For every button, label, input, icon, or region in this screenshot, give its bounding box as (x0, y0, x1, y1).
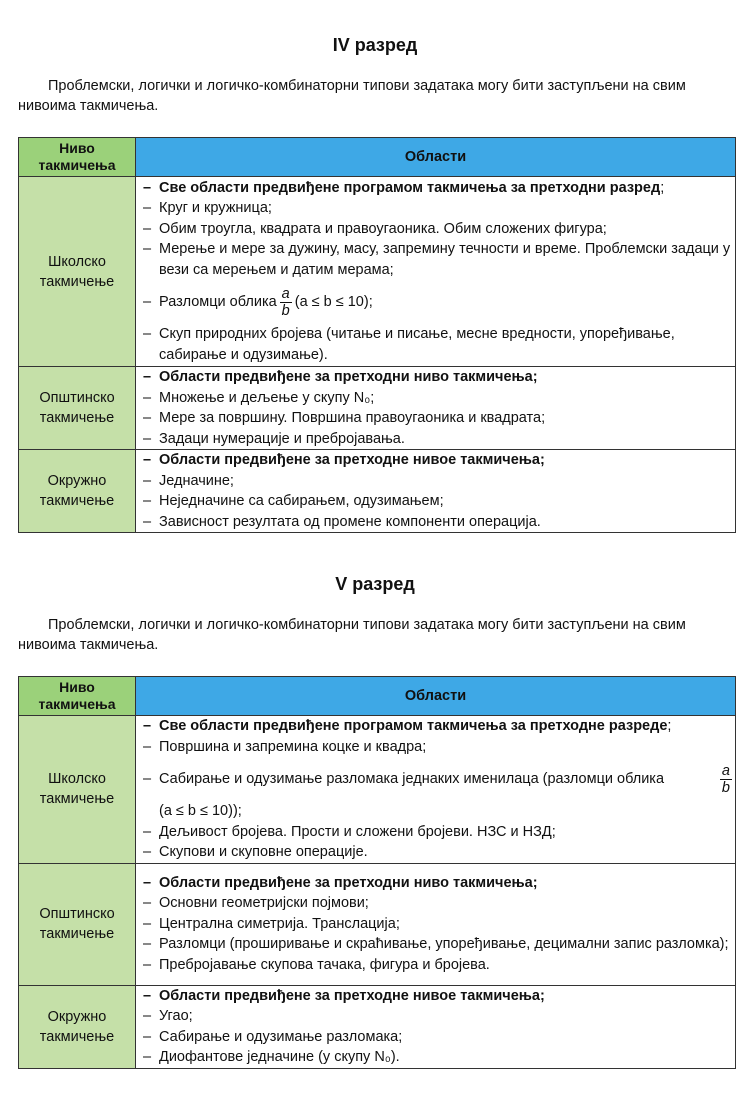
list-item: – Дељивост бројева. Прости и сложени бројеви. НЗС и НЗД; (136, 822, 735, 843)
level-header (19, 138, 136, 177)
list-item: – Скуп природних бројева (читање и писање, месне вредности, упоређивање, сабирање и одузимање). (136, 324, 735, 365)
level-district (19, 450, 136, 533)
grade4-intro-block (0, 76, 750, 116)
list-item (136, 716, 735, 737)
list-item: – Круг и кружница; (136, 198, 735, 219)
list-item (136, 757, 735, 801)
list-item: – Пребројавање скупова тачака, фигура и бројева. (136, 955, 735, 976)
areas-district (136, 985, 736, 1068)
level-district-label: Окружно такмичење (39, 1008, 115, 1045)
level-district (19, 985, 136, 1068)
list-item: – Једначине; (136, 471, 735, 492)
list-item: – Зависност резултата од промене компоненти операција. (136, 512, 735, 533)
areas-header-label: Области (404, 149, 467, 165)
list-item: – Мерење и мере за дужину, масу, запремину течности и време. Проблемски задаци у вези са мерењем и датим мерама; (136, 239, 735, 280)
areas-municipal (136, 367, 736, 450)
grade5-section (0, 573, 750, 595)
fraction-denominator: b (281, 302, 290, 319)
list-item: – Области предвиђене за претходне нивое такмичења; (136, 986, 735, 1007)
fraction-numerator: a (281, 285, 290, 302)
grade5-title: V разред (335, 574, 415, 594)
grade4-intro: Проблемски, логички и логичко-комбинаторни типови задатака могу бити заступљени на свим нивоима такмичења. (18, 78, 686, 114)
grade5-table (18, 676, 736, 1069)
list-item: – Централна симетрија. Транслација; (136, 914, 735, 935)
list-item: – Множење и дељење у скупу N₀; (136, 388, 735, 409)
areas-municipal (136, 863, 736, 985)
list-item: – Сабирање и одузимање разломака; (136, 1027, 735, 1048)
level-municipal (19, 863, 136, 985)
grade5-intro-block (0, 615, 750, 655)
areas-school (136, 716, 736, 864)
grade4-table (18, 137, 736, 533)
list-item: – Области предвиђене за претходни ниво такмичења; (136, 367, 735, 388)
list-item (136, 178, 735, 199)
list-item (136, 280, 735, 324)
level-header (19, 677, 136, 716)
list-item: – Основни геометријски појмови; (136, 893, 735, 914)
list-item: – Диофантове једначине (у скупу N₀). (136, 1047, 735, 1068)
level-header-label: Ниво такмичења (38, 679, 116, 712)
grade5-intro: Проблемски, логички и логичко-комбинаторни типови задатака могу бити заступљени на свим нивоима такмичења. (18, 617, 686, 653)
list-item: – Неједначине са сабирањем, одузимањем; (136, 491, 735, 512)
list-item: – Мере за површину. Површина правоугаоника и квадрата; (136, 408, 735, 429)
list-item-text: – Сабирање и одузимање разломака једнаких именилаца (разломци облика (159, 770, 665, 787)
list-item-continued: (a ≤ b ≤ 10)); (159, 803, 242, 819)
grade4-section (0, 34, 750, 56)
list-item: – Области предвиђене за претходни ниво такмичења; (136, 873, 735, 894)
fraction-numerator: a (721, 762, 730, 779)
grade4-title: IV разред (332, 35, 418, 55)
fraction-denominator: b (721, 779, 730, 796)
list-item-text: – Разломци облика (159, 294, 277, 310)
areas-header (136, 677, 736, 716)
list-item: – Угао; (136, 1006, 735, 1027)
list-item: – Задаци нумерације и пребројавања. (136, 429, 735, 450)
level-school-label: Школско такмичење (39, 253, 115, 290)
level-header-label: Ниво такмичења (38, 140, 116, 173)
level-municipal-label: Општинско такмичење (39, 390, 115, 426)
areas-header-label: Области (404, 688, 467, 704)
list-item: – Површина и запремина коцке и квадра; (136, 737, 735, 758)
list-item-punct: ; (667, 718, 672, 734)
fraction (720, 763, 732, 796)
list-item: – Скупови и скуповне операције. (136, 842, 735, 863)
fraction (280, 286, 292, 319)
level-district-label: Окружно такмичење (39, 473, 115, 509)
list-item-text: (a ≤ b ≤ 10); (294, 294, 373, 310)
level-school (19, 716, 136, 864)
list-item: – Разломци (проширивање и скраћивање, упоређивање, децимални запис разломка); (136, 934, 735, 955)
list-item-punct: ; (660, 179, 665, 196)
areas-district (136, 450, 736, 533)
areas-header (136, 138, 736, 177)
level-municipal-label: Општинско такмичење (39, 906, 115, 942)
level-municipal (19, 367, 136, 450)
list-item: – Обим троугла, квадрата и правоугаоника. Обим сложених фигура; (136, 219, 735, 240)
level-school (19, 177, 136, 367)
list-item: – Области предвиђене за претходне нивое такмичења; (136, 450, 735, 471)
level-school-label: Школско такмичење (39, 771, 115, 808)
areas-school (136, 177, 736, 367)
list-item-text: Све области предвиђене програмом такмичења за претходне разреде (159, 718, 668, 734)
list-item-text: Све области предвиђене програмом такмичења за претходни разред (159, 179, 661, 196)
